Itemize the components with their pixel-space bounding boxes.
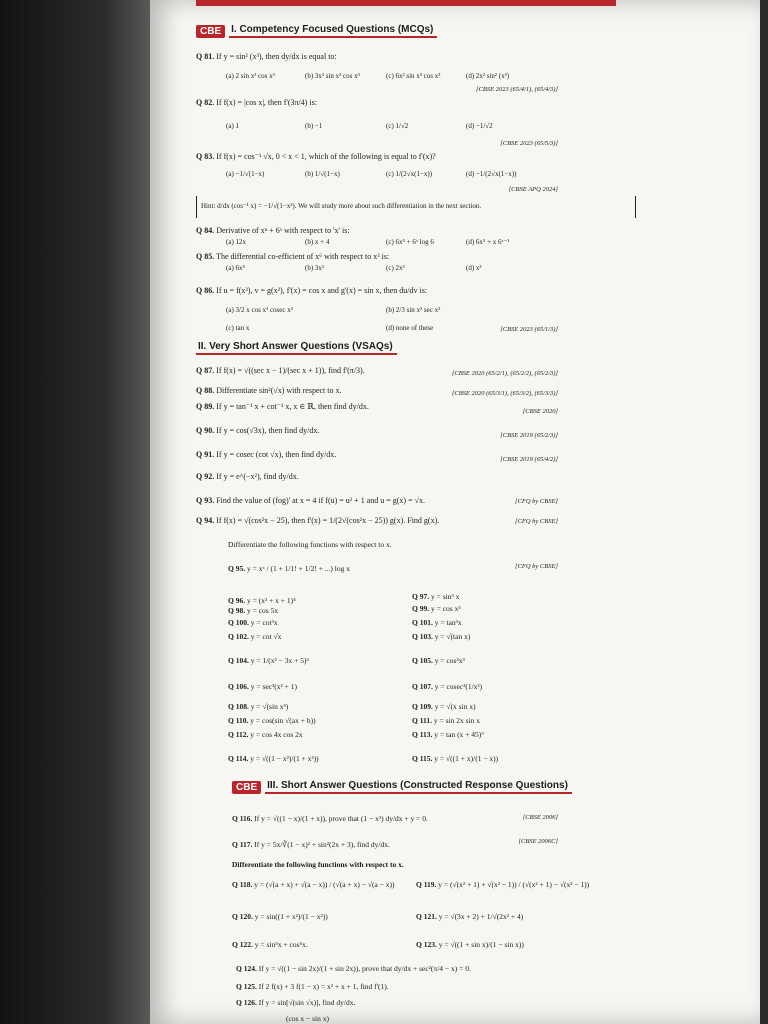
hint-box: Hint: d/dx (cos⁻¹ x) = −1/√(1−x²). We will study more about such differentiation in the next section. xyxy=(196,196,636,218)
question-81: Q 81. If y = sin² (x³), then dy/dx is equal to: xyxy=(196,52,337,61)
reference: [CBSE 2020 (65/2/1), (65/2/2), (65/2/3)] xyxy=(451,370,558,377)
option: (b) 3x² xyxy=(305,264,325,272)
question-90: Q 90. If y = cos(√3x), then find dy/dx. xyxy=(196,426,320,435)
question-95: Q 95. y = xˣ / (1 + 1/1! + 1/2! + ...) log x xyxy=(228,564,351,573)
option: (b) 2/3 sin x³ sec x² xyxy=(386,306,441,314)
option: (a) 6x⁵ xyxy=(226,264,245,272)
option: (d) −1/√2 xyxy=(466,122,493,130)
question-102: Q 102. y = cot √x xyxy=(228,632,282,641)
question-125: Q 125. If 2 f(x) + 3 f(1 − x) = x² + x + 1, find f'(1). xyxy=(236,982,389,991)
option: (c) 1/√2 xyxy=(386,122,409,130)
option: (c) 1/(2√x(1−x)) xyxy=(386,170,433,178)
cut-off-fragment: (cos x − sin x) xyxy=(286,1014,329,1023)
section-title: II. Very Short Answer Questions (VSAQs) xyxy=(196,341,397,355)
reference: [CFQ by CBSE] xyxy=(515,518,558,525)
section-title: III. Short Answer Questions (Constructed Response Questions) xyxy=(265,780,572,794)
reference: [CBSE 2020 (65/3/1), (65/3/2), (65/3/3)] xyxy=(451,390,558,397)
question-91: Q 91. If y = cosec (cot √x), then find dy/dx. xyxy=(196,450,337,459)
option: (d) −1/(2√x(1−x)) xyxy=(466,170,517,178)
differentiate-instruction: Differentiate the following functions with respect to x. xyxy=(228,540,392,549)
header-accent-bar xyxy=(196,0,616,6)
reference: [CBSE 2023 (65/4/1), (65/4/3)] xyxy=(476,86,558,93)
question-100: Q 100. y = cot³x xyxy=(228,618,278,627)
question-86: Q 86. If u = f(x³), v = g(x²), f'(x) = cos x and g'(x) = sin x, then du/dv is: xyxy=(196,286,428,295)
question-111: Q 111. y = sin 2x sin x xyxy=(412,716,481,725)
question-98: Q 98. y = cos 5x xyxy=(228,606,279,615)
question-110: Q 110. y = cos(sin √(ax + b)) xyxy=(228,716,316,725)
question-88: Q 88. Differentiate sin²(√x) with respect to x. xyxy=(196,386,342,395)
differentiate-instruction: Differentiate the following functions with respect to x. xyxy=(232,860,404,869)
option: (a) 1 xyxy=(226,122,240,130)
question-96: Q 96. y = (x² + x + 1)⁴ xyxy=(228,596,296,605)
question-101: Q 101. y = tan³x xyxy=(412,618,462,627)
question-113: Q 113. y = tan (x + 45)° xyxy=(412,730,485,739)
question-93: Q 93. Find the value of (fog)' at x = 4 if f(u) = u² + 1 and u = g(x) = √x. xyxy=(196,496,425,505)
section-3-heading xyxy=(232,780,572,794)
question-117: Q 117. If y = 5x/∛(1 − x)² + sin²(2x + 3), find dy/dx. xyxy=(232,840,390,849)
reference: [CBSE 2019 (65/2/3)] xyxy=(500,432,558,439)
option: (c) tan x xyxy=(226,324,250,332)
option: (a) 12x xyxy=(226,238,247,246)
option: (b) −1 xyxy=(305,122,323,130)
question-83: Q 83. If f(x) = cos⁻¹ √x, 0 < x < 1, which of the following is equal to f'(x)? xyxy=(196,152,436,161)
reference: [CBSE 2006C] xyxy=(518,838,558,845)
option: (c) 2x³ xyxy=(386,264,405,272)
reference: [CBSE APQ 2024] xyxy=(508,186,558,193)
question-120: Q 120. y = sin((1 + x²)/(1 − x²)) xyxy=(232,912,328,921)
question-108: Q 108. y = √(sin x³) xyxy=(228,702,289,711)
question-92: Q 92. If y = e^(−x²), find dy/dx. xyxy=(196,472,299,481)
question-109: Q 109. y = √(x sin x) xyxy=(412,702,476,711)
option: (c) 6x² sin x³ cos x³ xyxy=(386,72,441,80)
question-82: Q 82. If f(x) = |cos x|, then f'(3π/4) is: xyxy=(196,98,317,107)
option: (b) 3x³ sin x³ cos x³ xyxy=(305,72,360,80)
question-118: Q 118. y = (√(a + x) + √(a − x)) / (√(a + x) − √(a − x)) xyxy=(232,880,395,889)
question-124: Q 124. If y = √((1 − sin 2x)/(1 + sin 2x)), prove that dy/dx + sec²(π/4 − x) = 0. xyxy=(236,964,471,973)
question-106: Q 106. y = sec³(x² + 1) xyxy=(228,682,297,691)
page-edge-shadow xyxy=(0,0,150,1024)
reference: [CFQ by CBSE] xyxy=(515,563,558,570)
reference: [CFQ by CBSE] xyxy=(515,498,558,505)
section-1-heading xyxy=(196,24,437,38)
question-94: Q 94. If f(x) = √(cos²x − 25), then f'(x) = 1/(2√(cos²x − 25)) g(x). Find g(x). xyxy=(196,516,440,525)
question-99: Q 99. y = cos x³ xyxy=(412,604,461,613)
question-119: Q 119. y = (√(x² + 1) + √(x² − 1)) / (√(x² + 1) − √(x² − 1)) xyxy=(416,880,590,889)
reference: [CBSE 2023 (65/5/3)] xyxy=(500,140,558,147)
question-123: Q 123. y = √((1 + sin x)/(1 − sin x)) xyxy=(416,940,524,949)
reference: [CBSE 2019 (65/4/2)] xyxy=(500,456,558,463)
question-103: Q 103. y = √(tan x) xyxy=(412,632,471,641)
reference: [CBSE 2020] xyxy=(522,408,558,415)
option: (a) −1/√(1−x) xyxy=(226,170,265,178)
option: (a) 3/2 x cos x³ cosec x² xyxy=(226,306,293,314)
question-87: Q 87. If f(x) = √((sec x − 1)/(sec x + 1)), find f'(π/3). xyxy=(196,366,365,375)
option: (d) none of these xyxy=(386,324,434,332)
option: (d) x³ xyxy=(466,264,482,272)
section-title: I. Competency Focused Questions (MCQs) xyxy=(229,24,437,38)
option: (b) x + 4 xyxy=(305,238,330,246)
cbe-badge: CBE xyxy=(196,25,225,38)
question-105: Q 105. y = cos²x³ xyxy=(412,656,465,665)
question-107: Q 107. y = cosec³(1/x²) xyxy=(412,682,483,691)
question-89: Q 89. If y = tan⁻¹ x + cot⁻¹ x, x ∈ ℝ, then find dy/dx. xyxy=(196,402,369,411)
question-114: Q 114. y = √((1 − x²)/(1 + x²)) xyxy=(228,754,319,763)
option: (c) 6x⁵ + 6ˣ log 6 xyxy=(386,238,434,246)
question-85: Q 85. The differential co-efficient of x⁶ with respect to x³ is: xyxy=(196,252,390,261)
question-97: Q 97. y = sin³ x xyxy=(412,592,460,601)
option: (b) 1/√(1−x) xyxy=(305,170,340,178)
reference: [CBSE 2006] xyxy=(522,814,558,821)
question-104: Q 104. y = 1/(x² − 3x + 5)³ xyxy=(228,656,309,665)
question-84: Q 84. Derivative of xⁿ + 6ˣ with respect to 'x' is: xyxy=(196,226,350,235)
question-116: Q 116. If y = √((1 − x)/(1 + x)), prove that (1 − x²) dy/dx + y = 0. xyxy=(232,814,428,823)
reference: [CBSE 2023 (65/1/3)] xyxy=(500,326,558,333)
section-2-heading xyxy=(196,341,397,355)
option: (d) 2x² sin² (x³) xyxy=(466,72,510,80)
question-121: Q 121. y = √(3x + 2) + 1/√(2x² + 4) xyxy=(416,912,524,921)
option: (a) 2 sin x³ cos x³ xyxy=(226,72,275,80)
option: (d) 6x⁵ + x 6ˣ⁻¹ xyxy=(466,238,510,246)
question-126: Q 126. If y = sin[√(sin √x)], find dy/dx. xyxy=(236,998,356,1007)
question-115: Q 115. y = √((1 + x)/(1 − x)) xyxy=(412,754,499,763)
question-122: Q 122. y = sin⁵x + cos⁵x. xyxy=(232,940,308,949)
cbe-badge: CBE xyxy=(232,781,261,794)
question-112: Q 112. y = cos 4x cos 2x xyxy=(228,730,303,739)
